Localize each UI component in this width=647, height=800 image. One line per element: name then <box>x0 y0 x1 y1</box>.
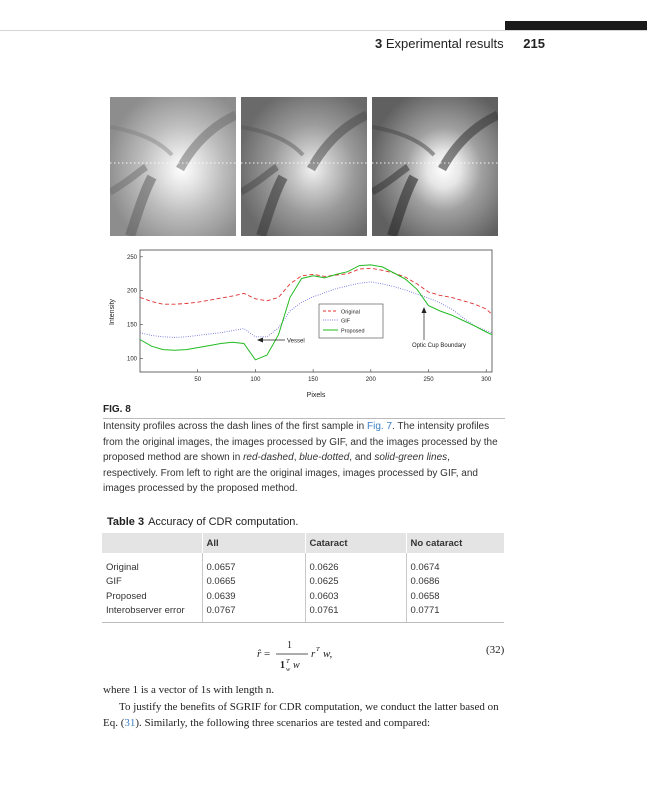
y-tick-label: 150 <box>126 322 137 329</box>
table-row <box>102 575 504 590</box>
table-cell: 0.0657 <box>202 553 305 575</box>
table-cell: 0.0767 <box>202 604 305 623</box>
table-header: All <box>202 533 305 553</box>
legend-original: Original <box>341 309 360 316</box>
caption-style-red: red-dashed <box>243 452 294 464</box>
table-row <box>102 604 504 623</box>
equation-number: (32) <box>486 644 505 656</box>
caption-text: , and <box>349 452 375 464</box>
annotation-cup-boundary <box>412 307 466 349</box>
accuracy-table <box>102 533 504 623</box>
eq-rhs-tail: w, <box>323 648 333 660</box>
eq-den-main: 1 <box>280 660 285 671</box>
table-cell: Original <box>106 561 139 573</box>
legend-proposed: Proposed <box>341 328 365 335</box>
y-axis-label: Intensity <box>109 298 116 326</box>
table-cell: 0.0625 <box>305 575 406 590</box>
legend <box>319 304 383 338</box>
section-number: 3 <box>375 36 383 51</box>
table-header: Cataract <box>305 533 406 553</box>
figure-link[interactable]: Fig. 7 <box>367 421 393 432</box>
y-tick-label: 250 <box>126 254 137 261</box>
x-tick-label: 250 <box>423 377 434 383</box>
table-header <box>102 533 202 553</box>
intensity-profile-chart <box>105 246 500 406</box>
table-cell: 0.0665 <box>202 575 305 590</box>
body-text-span: ). Similarly, the following three scenarios are tested and compared: <box>135 717 431 729</box>
table-cell: 0.0626 <box>305 553 406 575</box>
body-line: where 1 is a vector of 1s with length n. <box>103 684 275 696</box>
header-bar <box>505 21 647 30</box>
equation-32 <box>255 636 355 676</box>
x-tick-label: 100 <box>250 377 261 383</box>
running-header <box>375 36 545 51</box>
eq-equals: = <box>264 648 271 660</box>
figure-label: FIG. 8 <box>103 404 131 415</box>
table-cell: 0.0639 <box>202 589 305 604</box>
eq-rhs-r: r <box>311 648 316 660</box>
x-axis-label: Pixels <box>306 392 326 399</box>
x-tick-label: 50 <box>194 377 202 383</box>
x-tick-label: 300 <box>481 377 492 383</box>
caption-text: Intensity profiles across the dash lines of the first sample in <box>103 421 368 432</box>
table-row <box>102 553 504 575</box>
table-cell: 0.0771 <box>406 604 504 623</box>
body-text-span: To justify the benefits of SGRIF for CDR computation, we conduct the latter based on Eq. ( <box>103 700 499 729</box>
fundus-image-original <box>110 97 236 236</box>
table-header: No cataract <box>406 533 504 553</box>
body-text <box>103 682 505 732</box>
caption-style-green: solid-green lines <box>374 452 448 464</box>
table-cell: 0.0761 <box>305 604 406 623</box>
eq-lhs: r̂ <box>257 648 262 660</box>
table-cell: 0.0686 <box>406 575 504 590</box>
annotation-cup-boundary-text: Optic Cup Boundary <box>412 343 467 349</box>
fundus-image-proposed <box>372 97 498 236</box>
caption-text: , <box>293 452 300 464</box>
eq-den-tail: w <box>293 660 300 671</box>
caption-text: . The intensity profiles from the original images, the images processed by GIF, and the images processed by the proposed method are shown in <box>103 421 498 464</box>
eq-den-sub: w <box>286 666 291 673</box>
chart-svg <box>105 246 500 406</box>
caption-text: , respectively. From left to right are the original images, images processed by GIF, and images processed by the proposed method. <box>103 452 478 495</box>
table-row <box>102 589 504 604</box>
series-line-gif <box>140 282 492 338</box>
legend-gif: GIF <box>341 318 351 325</box>
figure-caption <box>103 419 505 497</box>
caption-style-blue: blue-dotted <box>299 452 350 464</box>
x-tick-label: 200 <box>365 377 376 383</box>
x-tick-label: 150 <box>308 377 319 383</box>
eq-den-sup: T <box>286 658 290 665</box>
table-cell: GIF <box>106 576 122 588</box>
body-paragraph <box>103 699 505 732</box>
table-caption: Accuracy of CDR computation. <box>148 516 299 528</box>
annotation-vessel-text: Vessel <box>287 338 305 345</box>
header-rule <box>0 30 647 31</box>
table-cell: 0.0658 <box>406 589 504 604</box>
y-tick-label: 200 <box>126 288 137 295</box>
eq-rhs-sup: T <box>316 646 320 653</box>
section-title: Experimental results <box>385 36 504 51</box>
page-number: 215 <box>523 36 545 51</box>
annotation-vessel <box>257 338 305 345</box>
table-cell: 0.0603 <box>305 589 406 604</box>
fundus-image-gif <box>241 97 367 236</box>
eq-numerator: 1 <box>287 640 292 651</box>
table-cell: 0.0674 <box>406 553 504 575</box>
table-title <box>107 516 298 528</box>
table-cell: Interobserver error <box>102 604 202 623</box>
series-line-original <box>140 268 492 314</box>
table-cell: Proposed <box>106 590 147 602</box>
equation-link[interactable]: 31 <box>124 717 136 729</box>
table-label: Table 3 <box>107 516 145 528</box>
y-tick-label: 100 <box>126 356 137 363</box>
